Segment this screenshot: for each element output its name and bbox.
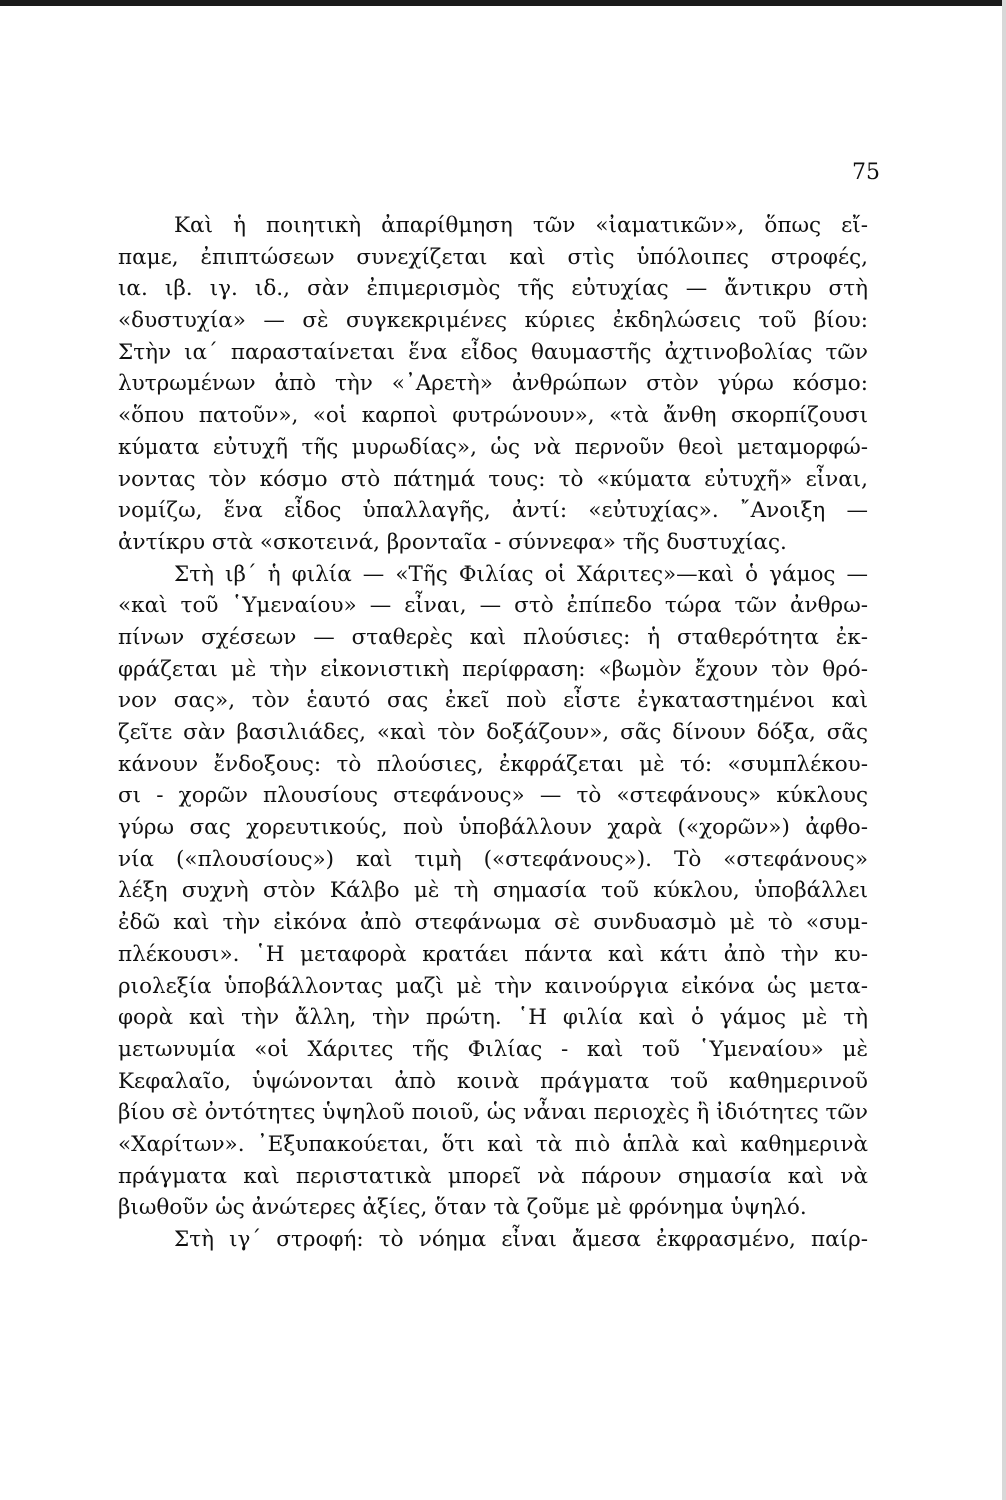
text-line: λυτρωμένων ἀπὸ τὴν «᾿Αρετὴ» ἀνθρώπων στὸν γύρω κόσμο: bbox=[118, 371, 868, 397]
text-line: βίου σὲ ὀντότητες ὑψηλοῦ ποιοῦ, ὡς νἆναι περιοχὲς ἢ ἰδιότητες τῶν bbox=[118, 1100, 868, 1126]
text-line: μετωνυμία «οἱ Χάριτες τῆς Φιλίας - καὶ τοῦ ῾Υμεναίου» μὲ bbox=[118, 1036, 868, 1062]
text-line: πράγματα καὶ περιστατικὰ μπορεῖ νὰ πάρουν σημασία καὶ νὰ bbox=[118, 1163, 868, 1189]
text-line: Στὴ ιβ΄ ἡ φιλία — «Τῆς Φιλίας οἱ Χάριτες»—καὶ ὁ γάμος — bbox=[174, 561, 868, 587]
text-line: πίνων σχέσεων — σταθερὲς καὶ πλούσιες: ἡ σταθερότητα ἐκ- bbox=[118, 624, 868, 650]
page-right-edge bbox=[1002, 0, 1006, 1500]
text-line: πλέκουσι». ῾Η μεταφορὰ κρατάει πάντα καὶ κάτι ἀπὸ τὴν κυ- bbox=[118, 941, 868, 967]
text-line: «Χαρίτων». ᾿Εξυπακούεται, ὅτι καὶ τὰ πιὸ ἁπλὰ καὶ καθημερινὰ bbox=[118, 1131, 868, 1157]
text-line: νομίζω, ἕνα εἶδος ὑπαλλαγῆς, ἀντί: «εὐτυχίας». ῎Ανοιξη — bbox=[118, 498, 868, 524]
text-line: Κεφαλαῖο, ὑψώνονται ἀπὸ κοινὰ πράγματα τοῦ καθημερινοῦ bbox=[118, 1068, 868, 1094]
text-line: «ὅπου πατοῦν», «οἱ καρποὶ φυτρώνουν», «τὰ ἄνθη σκορπίζουσι bbox=[118, 403, 868, 429]
text-line: νον σας», τὸν ἑαυτό σας ἐκεῖ ποὺ εἶστε ἐγκαταστημένοι καὶ bbox=[118, 688, 868, 714]
text-line: κάνουν ἔνδοξους: τὸ πλούσιες, ἐκφράζεται μὲ τό: «συμπλέκου- bbox=[118, 751, 868, 777]
text-line: σι - χορῶν πλουσίους στεφάνους» — τὸ «στεφάνους» κύκλους bbox=[118, 783, 868, 809]
page-number: 75 bbox=[852, 160, 880, 185]
text-line: ἀντίκρυ στὰ «σκοτεινά, βρονταῖα - σύννεφα» τῆς δυστυχίας. bbox=[118, 529, 787, 555]
text-line: βιωθοῦν ὡς ἀνώτερες ἀξίες, ὅταν τὰ ζοῦμε μὲ φρόνημα ὑψηλό. bbox=[118, 1195, 807, 1221]
text-line: Στὴν ια΄ παρασταίνεται ἕνα εἶδος θαυμαστῆς ἀχτινοβολίας τῶν bbox=[118, 339, 868, 365]
text-line: ζεῖτε σὰν βασιλιάδες, «καὶ τὸν δοξάζουν», σᾶς δίνουν δόξα, σᾶς bbox=[118, 720, 868, 745]
text-line: «δυστυχία» — σὲ συγκεκριμένες κύριες ἐκδηλώσεις τοῦ βίου: bbox=[118, 308, 868, 334]
text-line: Καὶ ἡ ποιητικὴ ἀπαρίθμηση τῶν «ἰαματικῶν», ὅπως εἴ- bbox=[174, 213, 868, 238]
page-top-border bbox=[0, 0, 1006, 6]
text-line: Στὴ ιγ΄ στροφή: τὸ νόημα εἶναι ἄμεσα ἐκφρασμένο, παίρ- bbox=[174, 1227, 868, 1252]
text-line: ια. ιβ. ιγ. ιδ., σὰν ἐπιμερισμὸς τῆς εὐτυχίας — ἄντικρυ στὴ bbox=[118, 276, 868, 302]
text-line: νία («πλουσίους») καὶ τιμὴ («στεφάνους»). Τὸ «στεφάνους» bbox=[118, 846, 868, 872]
text-line: ἐδῶ καὶ τὴν εἰκόνα ἀπὸ στεφάνωμα σὲ συνδυασμὸ μὲ τὸ «συμ- bbox=[118, 910, 868, 936]
text-line: ριολεξία ὑποβάλλοντας μαζὶ μὲ τὴν καινούργια εἰκόνα ὡς μετα- bbox=[118, 973, 868, 999]
body-text bbox=[118, 210, 868, 1256]
text-line: παμε, ἐπιπτώσεων συνεχίζεται καὶ στὶς ὑπόλοιπες στροφές, bbox=[118, 244, 868, 270]
text-line: λέξη συχνὴ στὸν Κάλβο μὲ τὴ σημασία τοῦ κύκλου, ὑποβάλλει bbox=[118, 878, 868, 904]
text-line: κύματα εὐτυχῆ τῆς μυρωδίας», ὡς νὰ περνοῦν θεοὶ μεταμορφώ- bbox=[118, 434, 868, 460]
text-line: γύρω σας χορευτικούς, ποὺ ὑποβάλλουν χαρὰ («χορῶν») ἀφθο- bbox=[118, 815, 868, 841]
text-line: νοντας τὸν κόσμο στὸ πάτημά τους: τὸ «κύματα εὐτυχῆ» εἶναι, bbox=[118, 466, 868, 492]
text-line: φορὰ καὶ τὴν ἄλλη, τὴν πρώτη. ῾Η φιλία καὶ ὁ γάμος μὲ τὴ bbox=[118, 1005, 868, 1031]
text-line: φράζεται μὲ τὴν εἰκονιστικὴ περίφραση: «βωμὸν ἔχουν τὸν θρό- bbox=[118, 656, 868, 682]
text-line: «καὶ τοῦ ῾Υμεναίου» — εἶναι, — στὸ ἐπίπεδο τώρα τῶν ἀνθρω- bbox=[118, 593, 868, 619]
